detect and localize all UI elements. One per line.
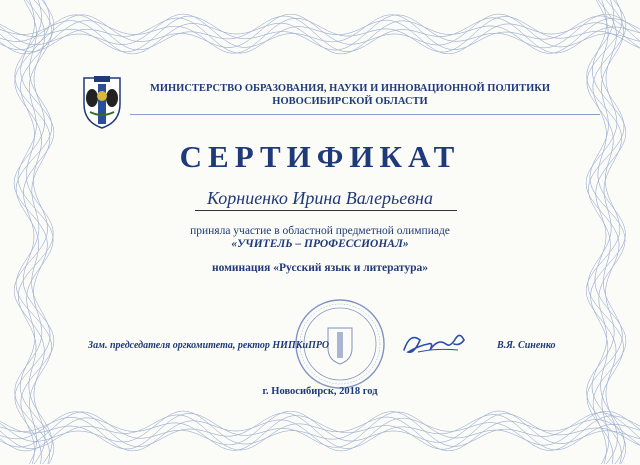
recipient-name: Корниенко Ирина Валерьевна <box>207 188 433 208</box>
ministry-line-2: НОВОСИБИРСКОЙ ОБЛАСТИ <box>272 96 428 107</box>
certificate-title: СЕРТИФИКАТ <box>179 139 461 174</box>
participation-text: приняла участие в областной предметной олимпиаде <box>190 225 450 237</box>
nomination-text: номинация «Русский язык и литература» <box>211 262 429 274</box>
signer-name: В.Я. Синенко <box>497 340 556 351</box>
ministry-header <box>130 82 570 108</box>
recipient-underline <box>195 210 457 211</box>
olympiad-name: «УЧИТЕЛЬ – ПРОФЕССИОНАЛ» <box>231 238 409 250</box>
signature-mark <box>400 326 470 362</box>
place-and-date: г. Новосибирск, 2018 год <box>262 386 378 397</box>
header-divider <box>130 114 600 115</box>
signer-role: Зам. председателя оргкомитета, ректор НИПКиПРО <box>88 340 330 351</box>
ministry-line-1: МИНИСТЕРСТВО ОБРАЗОВАНИЯ, НАУКИ И ИННОВАЦИОННОЙ ПОЛИТИКИ <box>149 83 551 94</box>
coat-of-arms-icon <box>80 74 124 130</box>
